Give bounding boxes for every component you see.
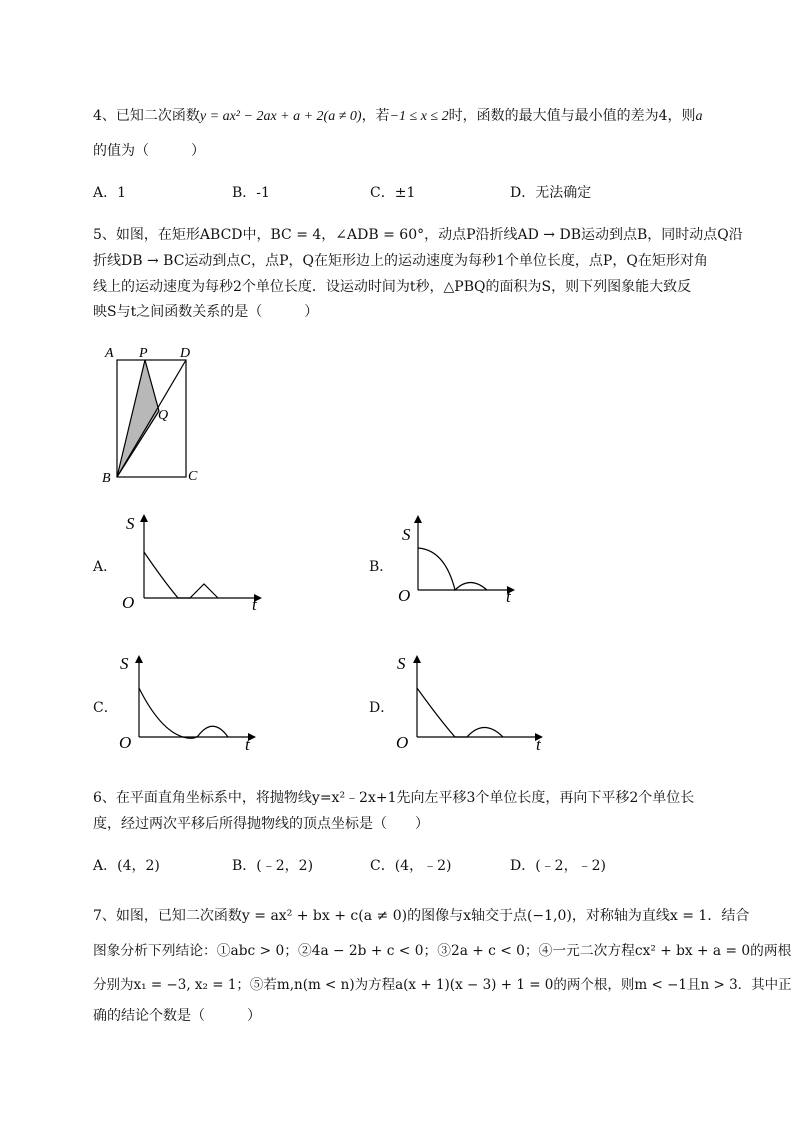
q4-line1 bbox=[93, 106, 703, 127]
q4-prefix: 4、已知二次函数 bbox=[93, 108, 200, 124]
q5-option-d: D． bbox=[369, 700, 395, 716]
curve-a bbox=[144, 552, 218, 598]
q7-line4: 确的结论个数是（ ） bbox=[93, 1008, 261, 1024]
q6-line2: 度，经过两次平移后所得抛物线的顶点坐标是（ ） bbox=[93, 816, 429, 832]
label-d: D bbox=[180, 346, 191, 361]
label-a: A bbox=[105, 346, 114, 361]
q4-range: −1 ≤ x ≤ 2 bbox=[389, 109, 449, 124]
q7-line1: 7、如图，已知二次函数y = ax² + bx + c(a ≠ 0)的图像与x轴交于点(−1,0)，对称轴为直线x = 1．结合 bbox=[93, 908, 750, 924]
q5-option-a: A． bbox=[93, 559, 118, 575]
axis-s-d: S bbox=[397, 654, 406, 673]
diagonal-db bbox=[117, 360, 186, 477]
curve-b bbox=[418, 548, 487, 590]
rectangle-figure bbox=[100, 340, 210, 490]
q7-line2: 图象分析下列结论：①abc > 0；②4a − 2b + c < 0；③2a + c < 0；④一元二次方程cx² + bx + a = 0的两根 bbox=[93, 943, 792, 959]
graph-a bbox=[118, 510, 268, 615]
triangle-pbq bbox=[117, 360, 159, 477]
label-b: B bbox=[102, 471, 111, 486]
graph-c bbox=[118, 650, 268, 755]
q7-line3: 分别为x₁ = −3, x₂ = 1；⑤若m,n(m < n)为方程a(x + 1)(x − 3) + 1 = 0的两个根，则m < −1且n > 3．其中正 bbox=[93, 977, 792, 993]
axis-t-c: t bbox=[245, 735, 250, 754]
q4-option-c: C．±1 bbox=[370, 185, 416, 201]
q4-mid: ，若 bbox=[361, 108, 390, 124]
graph-d bbox=[395, 650, 555, 755]
q4-option-d: D．无法确定 bbox=[510, 185, 592, 201]
graph-b bbox=[395, 510, 530, 615]
curve-c bbox=[139, 688, 228, 738]
axis-s-b: S bbox=[402, 525, 411, 544]
label-c: C bbox=[188, 469, 198, 484]
q6-option-d: D．(﹣2，﹣2) bbox=[510, 858, 606, 874]
axis-s-c: S bbox=[120, 654, 129, 673]
q5-line3: 线上的运动速度为每秒2个单位长度．设运动时间为t秒，△PBQ的面积为S，则下列图象能大致反 bbox=[93, 279, 692, 295]
q4-option-a: A．1 bbox=[93, 185, 127, 201]
q5-option-b: B． bbox=[369, 559, 394, 575]
label-p: P bbox=[139, 346, 148, 361]
origin-c: O bbox=[119, 733, 132, 752]
axis-s-a: S bbox=[126, 514, 135, 533]
axis-t-d: t bbox=[536, 735, 541, 754]
q4-option-b: B．-1 bbox=[232, 185, 270, 201]
q5-line2: 折线DB → BC运动到点C，点P，Q在矩形边上的运动速度为每秒1个单位长度，点P，Q在矩形对角 bbox=[93, 253, 708, 269]
label-q: Q bbox=[158, 408, 169, 423]
q6-option-c: C．(4，﹣2) bbox=[370, 858, 452, 874]
origin-a: O bbox=[122, 593, 135, 612]
q5-option-c: C． bbox=[93, 700, 118, 716]
q4-formula: y = ax² − 2ax + a + 2(a ≠ 0) bbox=[199, 109, 362, 124]
origin-b: O bbox=[398, 586, 411, 605]
axis-t-a: t bbox=[252, 595, 257, 614]
q4-var: a bbox=[695, 109, 703, 124]
q6-option-b: B．(﹣2，2) bbox=[232, 858, 314, 874]
q4-line2: 的值为（ ） bbox=[93, 143, 205, 159]
axis-t-b: t bbox=[506, 587, 511, 606]
q6-line1: 6、在平面直角坐标系中，将抛物线y=x²﹣2x+1先向左平移3个单位长度，再向下平移2个单位长 bbox=[93, 790, 695, 806]
curve-d bbox=[417, 688, 503, 737]
origin-d: O bbox=[396, 733, 409, 752]
q5-line4: 映S与t之间函数关系的是（ ） bbox=[93, 304, 319, 320]
q4-post: 时，函数的最大值与最小值的差为4，则 bbox=[448, 108, 696, 124]
q6-option-a: A．(4，2) bbox=[93, 858, 160, 874]
q5-line1: 5、如图，在矩形ABCD中，BC = 4，∠ADB = 60°，动点P沿折线AD → DB运动到点B，同时动点Q沿 bbox=[93, 227, 743, 243]
